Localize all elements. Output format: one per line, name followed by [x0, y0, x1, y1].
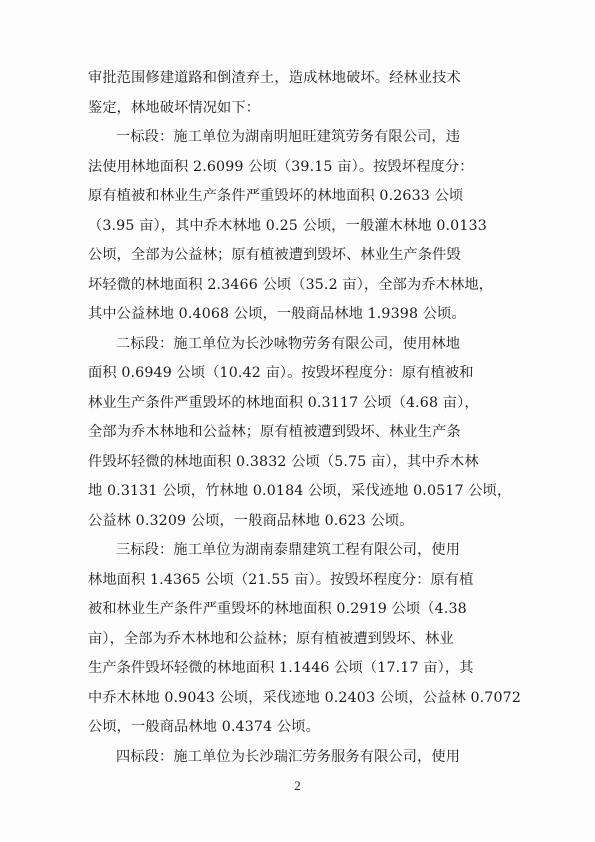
text-line: 三标段：施工单位为湖南泰鼎建筑工程有限公司，使用 [116, 542, 461, 558]
text-line: 其中公益林地 0.4068 公顷，一般商品林地 1.9398 公顷。 [88, 306, 466, 322]
text-line: 林地面积 1.4365 公顷（21.55 亩）。按毁坏程度分：原有植 [88, 571, 474, 588]
paragraph-intro [88, 64, 510, 123]
text-line: 二标段：施工单位为长沙咏物劳务有限公司，使用林地 [116, 335, 461, 352]
paragraph-section-4 [88, 743, 510, 773]
text-line: 全部为乔木林地和公益林；原有植被遭到毁坏、林业生产条 [88, 424, 461, 440]
text-line: 被和林业生产条件严重毁坏的林地面积 0.2919 公顷（4.38 [88, 601, 467, 617]
text-line: （3.95 亩），其中乔木林地 0.25 公顷，一般灌木林地 0.0133 [88, 217, 487, 234]
text-line: 公顷，全部为公益林；原有植被遭到毁坏、林业生产条件毁 [88, 247, 461, 263]
text-line: 面积 0.6949 公顷（10.42 亩）。按毁坏程度分：原有植被和 [88, 365, 474, 381]
text-line: 中乔木林地 0.9043 公顷，采伐迹地 0.2403 公顷，公益林 0.7072 [88, 689, 522, 706]
text-line: 审批范围修建道路和倒渣弃土，造成林地破坏。经林业技术 [88, 70, 461, 86]
text-line: 四标段：施工单位为长沙瑞汇劳务服务有限公司，使用 [116, 748, 461, 765]
paragraph-section-2 [88, 330, 510, 537]
text-line: 生产条件毁坏轻微的林地面积 1.1446 公顷（17.17 亩），其 [88, 660, 474, 676]
text-line: 一标段：施工单位为湖南明旭旺建筑劳务有限公司，违 [116, 129, 461, 145]
page-number: 2 [294, 778, 301, 793]
text-line: 坏轻微的林地面积 2.3466 公顷（35.2 亩），全部为乔木林地， [88, 276, 494, 293]
text-line: 亩），全部为乔木林地和公益林；原有植被遭到毁坏、林业 [88, 630, 454, 647]
text-line: 公益林 0.3209 公顷，一般商品林地 0.623 公顷。 [88, 512, 414, 529]
document-body [88, 64, 522, 772]
text-line: 地 0.3131 公顷，竹林地 0.0184 公顷，采伐迹地 0.0517 公顷， [88, 483, 512, 499]
paragraph-section-3 [88, 536, 522, 743]
text-line: 公顷，一般商品林地 0.4374 公顷。 [88, 719, 320, 735]
text-line: 林业生产条件严重毁坏的林地面积 0.3117 公顷（4.68 亩）， [88, 394, 479, 411]
paragraph-section-1 [88, 123, 510, 330]
text-line: 件毁坏轻微的林地面积 0.3832 公顷（5.75 亩），其中乔木林 [88, 453, 479, 470]
text-line: 法使用林地面积 2.6099 公顷（39.15 亩）。按毁坏程度分： [88, 158, 474, 175]
text-line: 鉴定，林地破坏情况如下： [88, 99, 261, 116]
text-line: 原有植被和林业生产条件严重毁坏的林地面积 0.2633 公顷 [88, 188, 464, 204]
